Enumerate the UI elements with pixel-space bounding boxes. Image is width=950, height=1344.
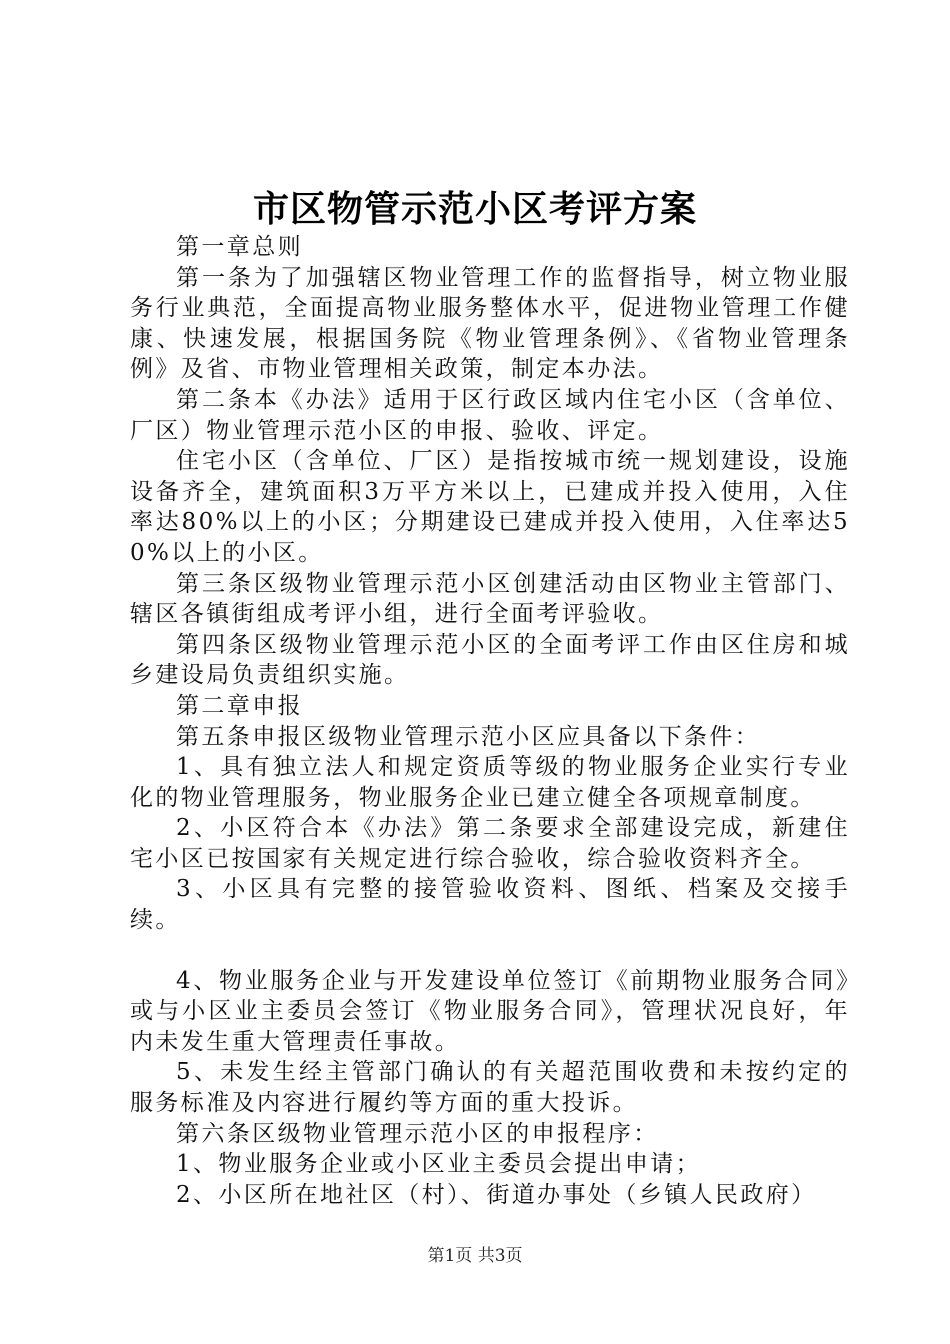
list-item: 5、未发生经主管部门确认的有关超范围收费和未按约定的服务标准及内容进行履约等方面的重大投诉。 bbox=[130, 1059, 850, 1117]
list-item: 2、小区所在地社区（村）、街道办事处（乡镇人民政府） bbox=[176, 1181, 817, 1208]
chapter-heading: 第一章总则 bbox=[176, 234, 303, 260]
list-item: 2、小区符合本《办法》第二条要求全部建设完成，新建住宅小区已按国家有关规定进行综合验收，综合验收资料齐全。 bbox=[130, 815, 850, 872]
document-title: 市区物管示范小区考评方案 bbox=[252, 188, 697, 230]
paragraph: 第二条本《办法》适用于区行政区域内住宅小区（含单位、厂区）物业管理示范小区的申报、验收、评定。 bbox=[130, 386, 850, 444]
paragraph: 第一条为了加强辖区物业管理工作的监督指导，树立物业服务行业典范，全面提高物业服务整体水平，促进物业管理工作健康、快速发展，根据国务院《物业管理条例》、《省物业管理条例》及省、市物业管理相关政策，制定本办法。 bbox=[130, 264, 850, 383]
paragraph: 第三条区级物业管理示范小区创建活动由区物业主管部门、辖区各镇街组成考评小组，进行全面考评验收。 bbox=[130, 570, 850, 628]
page-number-footer: 第1页 共3页 bbox=[427, 1246, 523, 1266]
list-item: 3、小区具有完整的接管验收资料、图纸、档案及交接手续。 bbox=[130, 876, 850, 934]
paragraph: 住宅小区（含单位、厂区）是指按城市统一规划建设，设施设备齐全，建筑面积3万平方米以上，已建成并投入使用，入住率达80%以上的小区；分期建设已建成并投入使用，入住率达50%以上的小区。 bbox=[130, 448, 850, 566]
paragraph: 第五条申报区级物业管理示范小区应具备以下条件： bbox=[176, 723, 761, 750]
paragraph: 第四条区级物业管理示范小区的全面考评工作由区住房和城乡建设局负责组织实施。 bbox=[130, 631, 850, 689]
paragraph: 第六条区级物业管理示范小区的申报程序： bbox=[176, 1120, 659, 1147]
list-item: 1、物业服务企业或小区业主委员会提出申请； bbox=[176, 1151, 702, 1178]
document-body bbox=[130, 232, 850, 1210]
chapter-heading: 第二章申报 bbox=[176, 692, 303, 719]
list-item: 4、物业服务企业与开发建设单位签订《前期物业服务合同》或与小区业主委员会签订《物业服务合同》，管理状况良好，年内未发生重大管理责任事故。 bbox=[130, 967, 850, 1055]
list-item: 1、具有独立法人和规定资质等级的物业服务企业实行专业化的物业管理服务，物业服务企业已建立健全各项规章制度。 bbox=[130, 754, 850, 811]
